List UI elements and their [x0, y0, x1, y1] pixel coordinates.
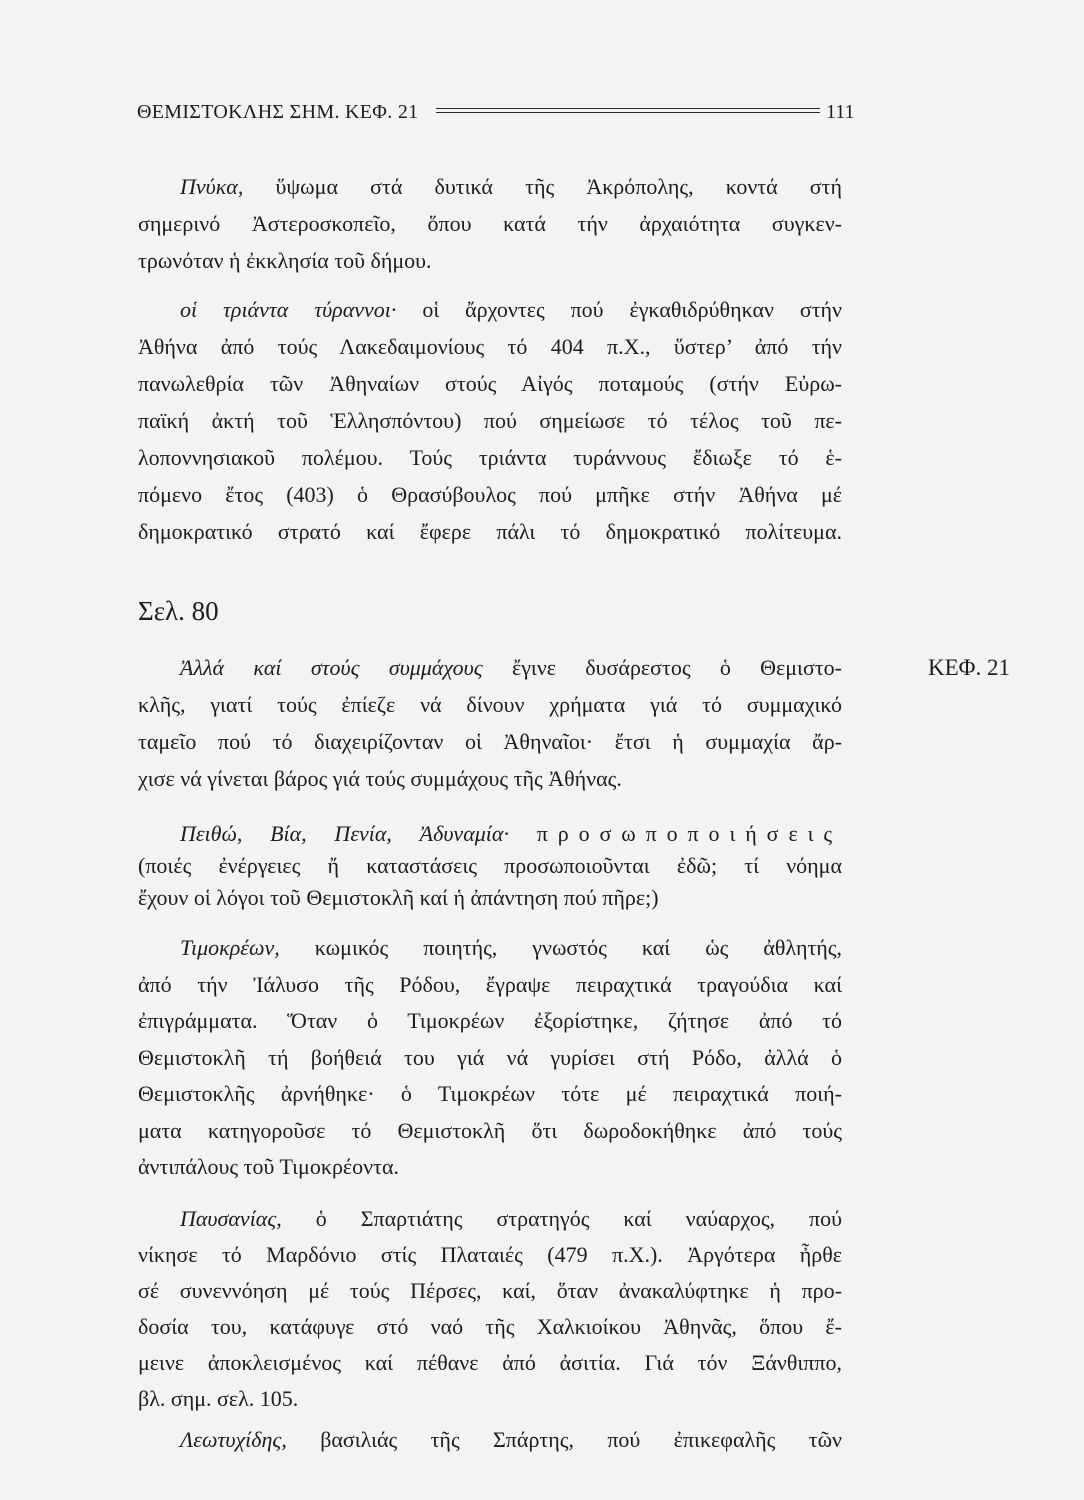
entry-line: πανωλεθρία τῶν Ἀθηναίων στούς Αἰγός ποταμούς (στήν Εὐρω-	[138, 371, 842, 396]
entry-term: οἱ τριάντα τύραννοι·	[180, 297, 397, 322]
entry-line: (ποιές ἐνέργειες ἤ καταστάσεις προσωποιοῦνται ἐδῶ; τί νόημα	[138, 853, 842, 878]
entry-line: Θεμιστοκλῆ τή βοήθειά του γιά νά γυρίσει στή Ρόδο, ἀλλά ὁ	[138, 1044, 842, 1070]
header-double-rule	[436, 108, 820, 113]
entry-line	[138, 291, 842, 328]
entry-allies	[138, 649, 842, 797]
entry-line: δημοκρατικό στρατό καί ἔφερε πάλι τό δημοκρατικό πολίτευμα.	[138, 519, 842, 544]
entry-timocreon	[138, 930, 842, 1186]
entry-line: Θεμιστοκλῆς ἀρνήθηκε· ὁ Τιμοκρέων τότε μέ πειραχτικά ποιή-	[138, 1081, 842, 1106]
entry-line	[138, 649, 842, 686]
entry-line: λοποννησιακοῦ πολέμου. Τούς τριάντα τυράννους ἔδιωξε τό ἑ-	[138, 445, 842, 470]
running-title: ΘΕΜΙΣΤΟΚΛΗΣ ΣΗΜ. ΚΕΦ. 21	[137, 101, 419, 123]
entry-line: χισε νά γίνεται βάρος γιά τούς συμμάχους τῆς Ἀθήνας.	[138, 766, 622, 791]
entry-line: νίκησε τό Μαρδόνιο στίς Πλαταιές (479 π.Χ.). Ἀργότερα ἦρθε	[138, 1242, 842, 1267]
entry-term: Ἀλλά καί στούς συμμάχους	[180, 655, 483, 680]
entry-term: Πειθώ, Βία, Πενία, Ἀδυναμία·	[180, 821, 509, 846]
entry-line: μεινε ἀποκλεισμένος καί πέθανε ἀπό ἀσιτία. Γιά τόν Ξάνθιππο,	[138, 1350, 842, 1375]
entry-line: παϊκή ἀκτή τοῦ Ἑλλησπόντου) πού σημείωσε τό τέλος τοῦ πε-	[138, 408, 842, 433]
entry-pausanias	[138, 1201, 842, 1417]
entry-line: ἐπιγράμματα. Ὅταν ὁ Τιμοκρέων ἐξορίστηκε, ζήτησε ἀπό τό	[138, 1008, 842, 1033]
entry-line: τρωνόταν ἡ ἐκκλησία τοῦ δήμου.	[138, 248, 432, 273]
entry-line	[138, 168, 842, 205]
entry-text: βασιλιάς τῆς Σπάρτης, πού ἐπικεφαλῆς τῶν	[320, 1427, 842, 1452]
entry-line: κλῆς, γιατί τούς ἐπίεζε νά δίνουν χρήματα γιά τό συμμαχικό	[138, 692, 842, 717]
margin-note: ΚΕΦ. 21	[928, 655, 1010, 680]
entry-thirty-tyrants	[138, 291, 842, 550]
entry-line: σέ συνεννόηση μέ τούς Πέρσες, καί, ὅταν ἀνακαλύφτηκε ἡ προ-	[138, 1278, 842, 1303]
page-number: 111	[826, 101, 855, 123]
entry-term: Τιμοκρέων,	[180, 935, 280, 960]
entry-line: ἀντιπάλους τοῦ Τιμοκρέοντα.	[138, 1154, 399, 1179]
entry-line	[138, 930, 842, 967]
entry-term: Λεωτυχίδης,	[180, 1427, 287, 1452]
entry-line	[138, 1422, 842, 1458]
section-heading: Σελ. 80	[138, 596, 219, 626]
entry-text: οἱ ἄρχοντες πού ἐγκαθιδρύθηκαν στήν	[422, 297, 843, 322]
entry-line	[138, 818, 842, 850]
entry-term: Παυσανίας,	[180, 1206, 282, 1231]
entry-line: Ἀθήνα ἀπό τούς Λακεδαιμονίους τό 404 π.Χ., ὕστερ’ ἀπό τήν	[138, 334, 842, 359]
entry-pnyka	[138, 168, 842, 279]
entry-text: ὕψωμα στά δυτικά τῆς Ἀκρόπολης, κοντά στή	[275, 174, 842, 199]
entry-text-spaced: προσωποποιήσεις	[536, 821, 843, 846]
entry-line: ἀπό τήν Ἰάλυσο τῆς Ρόδου, ἔγραψε πειραχτικά τραγούδια καί	[138, 971, 842, 997]
entry-line: δοσία του, κατάφυγε στό ναό τῆς Χαλκιοίκου Ἀθηνᾶς, ὅπου ἔ-	[138, 1314, 842, 1339]
entry-text: ὁ Σπαρτιάτης στρατηγός καί ναύαρχος, πού	[315, 1206, 843, 1231]
entry-personifications	[138, 818, 842, 914]
entry-line: ἔχουν οἱ λόγοι τοῦ Θεμιστοκλῆ καί ἡ ἀπάντηση πού πῆρε;)	[138, 885, 659, 910]
entry-line: ταμεῖο πού τό διαχειρίζονταν οἱ Ἀθηναῖοι· ἔτσι ἡ συμμαχία ἄρ-	[138, 729, 842, 754]
entry-line: σημερινό Ἀστεροσκοπεῖο, ὅπου κατά τήν ἀρχαιότητα συγκεν-	[138, 211, 842, 236]
entry-leotychides	[138, 1422, 842, 1458]
entry-line	[138, 1201, 842, 1237]
entry-line: ματα κατηγοροῦσε τό Θεμιστοκλῆ ὅτι δωροδοκήθηκε ἀπό τούς	[138, 1117, 842, 1143]
entry-line: βλ. σημ. σελ. 105.	[138, 1386, 299, 1411]
entry-term: Πνύκα,	[180, 174, 244, 199]
entry-text: ἔγινε δυσάρεστος ὁ Θεμιστο-	[511, 655, 842, 680]
entry-text: κωμικός ποιητής, γνωστός καί ὡς ἀθλητής,	[314, 935, 843, 960]
entry-line: πόμενο ἔτος (403) ὁ Θρασύβουλος πού μπῆκε στήν Ἀθήνα μέ	[138, 482, 842, 507]
